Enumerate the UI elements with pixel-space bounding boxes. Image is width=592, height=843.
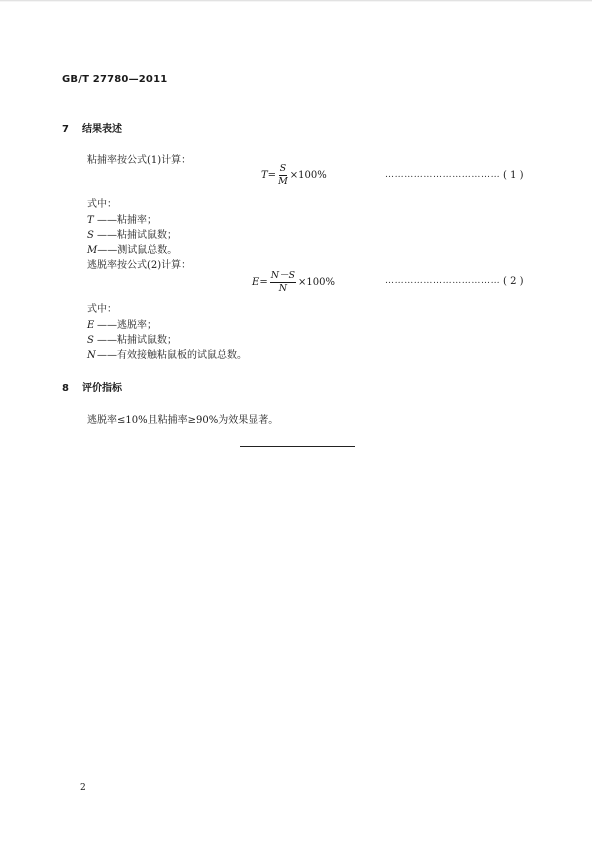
formula-1-leader: ……………………………… bbox=[385, 170, 501, 180]
term-desc: ——逃脱率； bbox=[97, 320, 157, 331]
formula-2-numerator: N－S bbox=[270, 270, 296, 281]
formula-2-leader: ……………………………… bbox=[385, 276, 501, 286]
formula-2-intro: 逃脱率按公式(2)计算： bbox=[87, 260, 192, 271]
term-row bbox=[87, 226, 177, 241]
term-symbol: S bbox=[87, 335, 94, 346]
term-desc: ——粘捕试鼠数； bbox=[97, 230, 177, 241]
formula-1 bbox=[261, 164, 327, 186]
section-7-number: 7 bbox=[62, 124, 69, 135]
formula-2-label: ( 2 ) bbox=[503, 276, 524, 287]
term-desc: ——粘捕试鼠数； bbox=[97, 335, 177, 346]
term-symbol: T bbox=[87, 215, 94, 226]
formula-1-label: ( 1 ) bbox=[503, 170, 524, 181]
section-8-number: 8 bbox=[62, 383, 69, 394]
formula-2-equals: = bbox=[259, 276, 268, 288]
end-of-document-rule bbox=[240, 446, 355, 447]
formula-1-numerator: S bbox=[279, 163, 287, 174]
term-desc: ——粘捕率； bbox=[97, 215, 157, 226]
formula-2-times: ×100% bbox=[298, 276, 335, 288]
section-8-title: 评价指标 bbox=[82, 383, 122, 394]
section-7-title: 结果表述 bbox=[82, 124, 122, 135]
term-row bbox=[87, 346, 247, 361]
section-7-heading bbox=[62, 120, 122, 135]
formula-2-lhs: E bbox=[252, 276, 260, 288]
formula-2-denominator: N bbox=[278, 282, 288, 294]
term-symbol: M bbox=[87, 245, 98, 256]
where-label-1: 式中： bbox=[87, 199, 117, 210]
term-row bbox=[87, 331, 177, 346]
formula-1-denominator: M bbox=[278, 175, 288, 187]
formula-2 bbox=[252, 271, 335, 293]
formula-1-fraction bbox=[278, 164, 288, 186]
evaluation-criteria-text: 逃脱率≤10%且粘捕率≥90%为效果显著。 bbox=[87, 415, 279, 426]
standard-code: GB/T 27780—2011 bbox=[62, 74, 168, 85]
term-symbol: S bbox=[87, 230, 94, 241]
formula-1-intro: 粘捕率按公式(1)计算： bbox=[87, 155, 192, 166]
term-row bbox=[87, 241, 177, 256]
term-symbol: N bbox=[87, 350, 96, 361]
formula-1-times: ×100% bbox=[289, 169, 327, 181]
section-8-heading bbox=[62, 379, 122, 394]
formula-1-equals: = bbox=[267, 169, 277, 181]
term-symbol: E bbox=[87, 320, 95, 331]
term-row bbox=[87, 211, 157, 226]
page-top-edge bbox=[0, 0, 592, 2]
page-number: 2 bbox=[80, 783, 86, 793]
term-desc: ——有效接触粘鼠板的试鼠总数。 bbox=[97, 350, 247, 361]
term-row bbox=[87, 316, 157, 331]
formula-1-lhs: T bbox=[261, 169, 268, 181]
term-desc: ——测试鼠总数。 bbox=[97, 245, 178, 256]
where-label-2: 式中： bbox=[87, 304, 117, 315]
formula-2-fraction bbox=[270, 271, 296, 293]
